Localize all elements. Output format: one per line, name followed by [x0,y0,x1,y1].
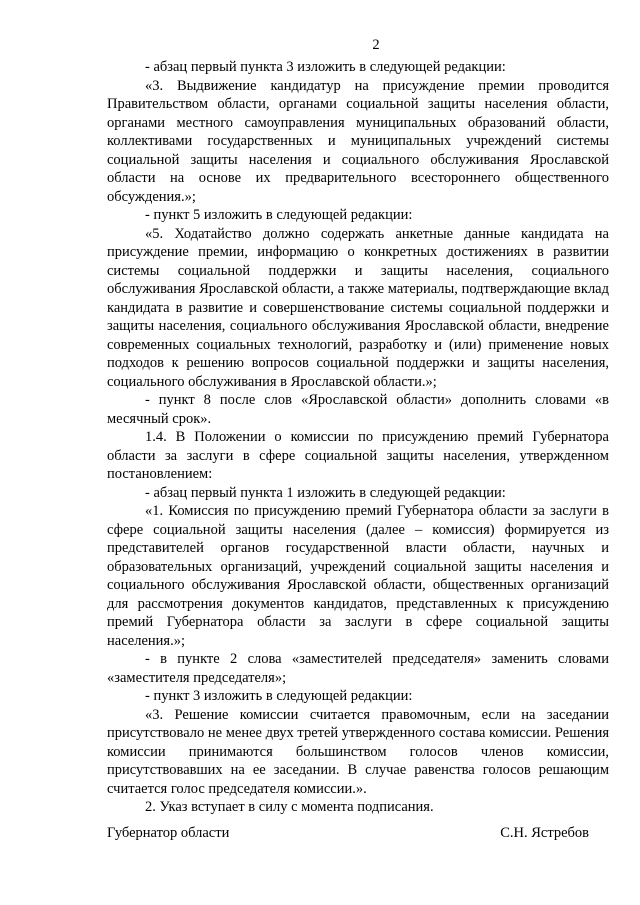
paragraph: 2. Указ вступает в силу с момента подписания. [145,799,434,815]
paragraph: - абзац первый пункта 3 изложить в следующей редакции: [145,59,506,75]
paragraph: «5. Ходатайство должно содержать анкетные данные кандидата на присуждение премии, информацию о конкретных достижениях в развитии системы социальной поддержки и защиты населения, социального обслуживания Ярославской области, а также материалы, подтверждающие вклад кандидата в развитие и совершенствование системы социальной поддержки и защиты населения, социального обслуживания Ярославской области, внедрение современных социальных технологий, разработку и (или) применение новых подходов к решению вопросов социальной поддержки и защиты населения, социального обслуживания в Ярославской области.»; [107,225,609,390]
document-body [107,58,609,817]
paragraph: - в пункте 2 слова «заместителей председателя» заменить словами «заместителя председателя»; [107,651,609,686]
paragraph: - пункт 8 после слов «Ярославской области» дополнить словами «в месячный срок». [107,392,609,427]
paragraph: «3. Выдвижение кандидатур на присуждение премии проводится Правительством области, органами социальной защиты населения области, органами местного самоуправления муниципальных образований области, коллективами государственных и муниципальных учреждений системы социальной защиты населения и социального обслуживания Ярославской области на основе их предварительного всестороннего общественного обсуждения.»; [107,77,609,205]
paragraph: «1. Комиссия по присуждению премий Губернатора области за заслуги в сфере социальной защиты населения (далее – комиссия) формируется из представителей органов государственной власти области, научных и образовательных организаций, учреждений социальной защиты населения и социального обслуживания Ярославской области, общественных организаций для рассмотрения документов кандидатов, представленных к присуждению премий Губернатора области за заслуги в сфере социальной защиты населения.»; [107,503,609,649]
paragraph: 1.4. В Положении о комиссии по присуждению премий Губернатора области за заслуги в сфере социальной защиты населения, утвержденном постановлением: [107,429,609,482]
signature-block [107,824,589,843]
paragraph: «3. Решение комиссии считается правомочным, если на заседании присутствовало не менее двух третей утвержденного состава комиссии. Решения комиссии принимаются большинством голосов членов комиссии, присутствовавших на ее заседании. В случае равенства голосов решающим считается голос председателя комиссии.». [107,706,609,797]
signatory-position: Губернатор области [107,825,230,841]
paragraph: - абзац первый пункта 1 изложить в следующей редакции: [145,484,506,501]
paragraph: - пункт 5 изложить в следующей редакции: [145,207,413,223]
signatory-name: С.Н. Ястребов [500,825,589,841]
page-number: 2 [372,37,380,53]
paragraph: - пункт 3 изложить в следующей редакции: [145,688,413,704]
